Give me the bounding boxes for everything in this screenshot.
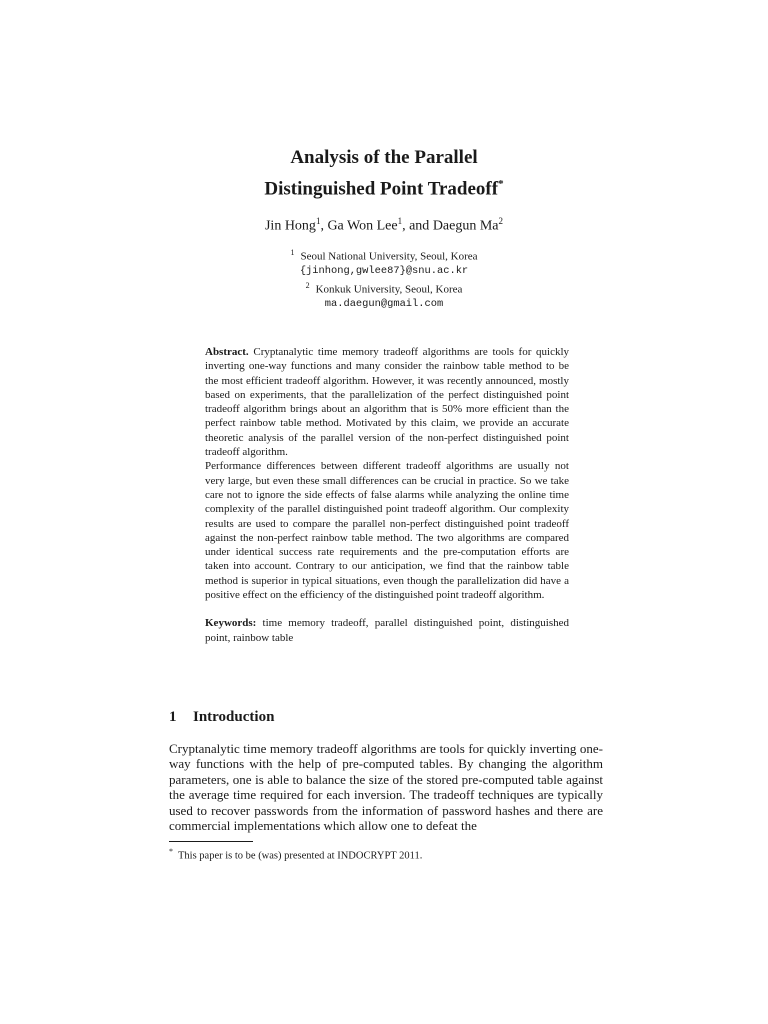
abstract-paragraph-2: Performance differences between different tradeoff algorithms are usually not very large, but even these small differences can be crucial in practice. So we take care not to ignore the side effects of false alarms while analyzing the online time complexity of the parallel distinguished point tradeoff algorithm. Our complexity results are used to compare the parallel non-perfect distinguished point tradeoff against the non-perfect rainbow table method. The two algorithms are compared under identical success rate requirements and the pre-computation efforts are taken into account. Contrary to our anticipation, we find that the rainbow table method is superior in typical situations, even though the parallelization did have a positive effect on the efficiency of the distinguished point tradeoff algorithm. xyxy=(205,460,569,602)
affiliation-email: ma.daegun@gmail.com xyxy=(324,298,444,311)
section-heading xyxy=(169,709,274,726)
paper-title xyxy=(0,145,768,202)
title-line-1: Analysis of the Parallel xyxy=(290,147,478,168)
affil-mark: 2 xyxy=(305,280,310,290)
affiliations xyxy=(0,246,768,312)
footnote-text: This paper is to be (was) presented at INDOCRYPT 2011. xyxy=(178,850,423,862)
author-affil-mark: 1 xyxy=(315,216,321,226)
affiliation-2 xyxy=(0,279,768,297)
abstract xyxy=(205,345,569,645)
section-title: Introduction xyxy=(193,709,275,725)
abstract-text-1: Cryptanalytic time memory tradeoff algorithms are tools for quickly inverting one-way functions and many consider the rainbow table method to be the most efficient tradeoff algorithm. However, it was recently announced, mostly based on experiments, that the parallelization of the perfect distinguished point tradeoff algorithm brings about an algorithm that is 50% more efficient than the perfect rainbow table method. Motivated by this claim, we provide an accurate theoretic analysis of the parallel version of the non-perfect distinguished point tradeoff algorithm. xyxy=(205,346,570,459)
footnote-mark: * xyxy=(169,847,173,856)
author-affil-mark: 1 xyxy=(397,216,403,226)
introduction-paragraph: Cryptanalytic time memory tradeoff algorithms are tools for quickly inverting one-way functions with the help of pre-computed tables. By changing the algorithm parameters, one is able to balance the size of the stored pre-computed table against the average time required for each inversion. The tradeoff techniques are typically used to recover passwords from the information of password hashes and there are commercial implementations which allow one to defeat the xyxy=(169,741,603,834)
affiliation-institution: Seoul National University, Seoul, Korea xyxy=(300,250,478,263)
section-number: 1 xyxy=(169,709,177,725)
footnote xyxy=(169,847,422,862)
abstract-paragraph-1 xyxy=(205,345,569,459)
title-line-2 xyxy=(0,171,768,202)
author-name: Daegun Ma xyxy=(432,218,499,234)
author-separator: , and xyxy=(402,218,433,234)
affiliation-email: {jinhong,gwlee87}@snu.ac.kr xyxy=(299,265,469,278)
affiliation-1 xyxy=(0,246,768,264)
author-separator: , xyxy=(320,218,328,234)
author-name: Ga Won Lee xyxy=(327,218,398,234)
footnote-rule xyxy=(169,841,253,842)
introduction-body xyxy=(169,741,603,833)
affiliation-institution: Konkuk University, Seoul, Korea xyxy=(315,283,463,296)
author-list xyxy=(0,216,768,235)
title-line-2-text: Distinguished Point Tradeoff xyxy=(264,178,499,200)
author-affil-mark: 2 xyxy=(498,216,504,226)
abstract-label: Abstract. xyxy=(205,346,249,358)
keywords xyxy=(205,616,569,645)
keywords-label: Keywords: xyxy=(205,617,257,630)
title-footnote-mark: * xyxy=(498,178,504,190)
keywords-text: time memory tradeoff, parallel distinguished point, distinguished point, rainbow table xyxy=(205,617,569,644)
author-name: Jin Hong xyxy=(264,218,316,234)
affil-mark: 1 xyxy=(290,248,295,257)
